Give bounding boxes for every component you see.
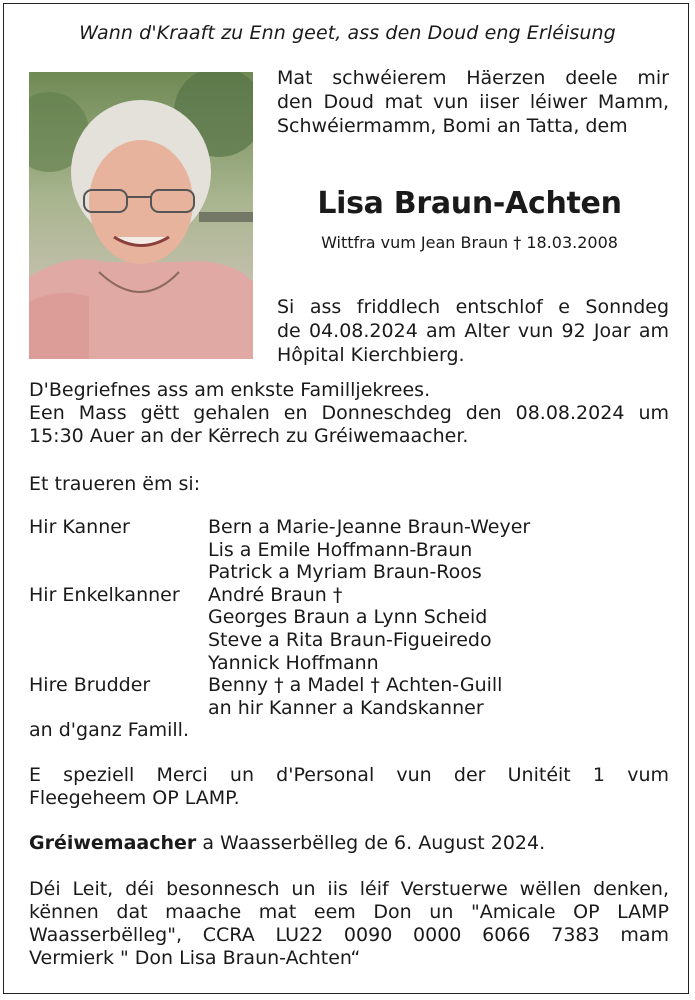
family-relation (29, 629, 208, 652)
family-member: Bern a Marie-Jeanne Braun-Weyer (208, 516, 531, 538)
donation-paragraph (29, 878, 669, 970)
donation-line: Vermierk " Don Lisa Braun-Achten“ (29, 947, 361, 969)
family-member: Georges Braun a Lynn Scheid (208, 606, 488, 629)
family-row (29, 539, 669, 562)
family-list (29, 516, 669, 742)
funeral-paragraph (29, 379, 669, 448)
motto: Wann d'Kraaft zu Enn geet, ass den Doud eng Erléisung (79, 22, 616, 44)
place-date-rest: a Waasserbëlleg de 6. August 2024. (196, 832, 546, 854)
family-row (29, 629, 669, 652)
family-row (29, 719, 669, 742)
intro-line: den Doud mat vun iiser léiwer Mamm, (277, 91, 669, 113)
family-relation: Hire Brudder (29, 674, 151, 697)
funeral-line: D'Begriefnes ass am enkste Familljekrees. (29, 379, 431, 401)
family-row (29, 561, 669, 584)
family-row (29, 516, 669, 539)
family-member: Patrick a Myriam Braun-Roos (208, 561, 482, 584)
family-relation: Hir Kanner (29, 516, 130, 538)
widow-line: Wittfra vum Jean Braun † 18.03.2008 (321, 233, 618, 252)
donation-line: Waasserbëlleg", CCRA LU22 0090 0000 6066 7383 mam (29, 924, 669, 946)
place-name: Gréiwemaacher (29, 832, 197, 854)
family-relation: Hir Enkelkanner (29, 583, 180, 606)
family-relation (29, 561, 208, 584)
family-row (29, 697, 669, 720)
family-row (29, 584, 669, 607)
family-relation (29, 697, 208, 720)
family-member: Benny † a Madel † Achten-Guill (208, 674, 503, 697)
death-paragraph (277, 295, 669, 367)
family-relation (29, 606, 208, 629)
family-member: Lis a Emile Hoffmann-Braun (208, 538, 473, 561)
family-row (29, 606, 669, 629)
death-line: Si ass friddlech entschlof e Sonndeg (277, 296, 669, 318)
death-line: Hôpital Kierchbierg. (277, 344, 465, 366)
family-closing: an d'ganz Famill. (29, 719, 189, 742)
funeral-line: Een Mass gëtt gehalen en Donneschdeg den 08.08.2024 um (29, 402, 669, 424)
deceased-name: Lisa Braun-Achten (317, 186, 622, 221)
thanks-line: E speziell Merci un d'Personal vun der Unitéit 1 vum (29, 764, 669, 786)
mourners-heading: Et traueren ëm si: (29, 473, 201, 495)
family-member: André Braun † (208, 583, 343, 606)
portrait-photo (29, 72, 253, 359)
intro-line: Mat schwéierem Häerzen deele mir (277, 67, 669, 89)
family-member: Yannick Hoffmann (208, 651, 379, 674)
family-member: an hir Kanner a Kandskanner (208, 696, 484, 719)
family-member: Steve a Rita Braun-Figueiredo (208, 628, 492, 651)
thanks-line: Fleegeheem OP LAMP. (29, 787, 240, 809)
family-row (29, 652, 669, 675)
donation-line: kënnen dat maache mat eem Don un "Amicale OP LAMP (29, 901, 669, 923)
family-row (29, 674, 669, 697)
family-relation (29, 652, 208, 675)
family-relation (29, 539, 208, 562)
funeral-line: 15:30 Auer an der Kërrech zu Gréiwemaacher. (29, 425, 469, 447)
donation-line: Déi Leit, déi besonnesch un iis léif Verstuerwe wëllen denken, (29, 878, 669, 900)
intro-paragraph (277, 66, 669, 138)
place-date (29, 832, 669, 855)
thanks-paragraph (29, 764, 669, 810)
intro-line: Schwéiermamm, Bomi an Tatta, dem (277, 115, 628, 137)
death-line: de 04.08.2024 am Alter vun 92 Joar am (277, 320, 669, 342)
